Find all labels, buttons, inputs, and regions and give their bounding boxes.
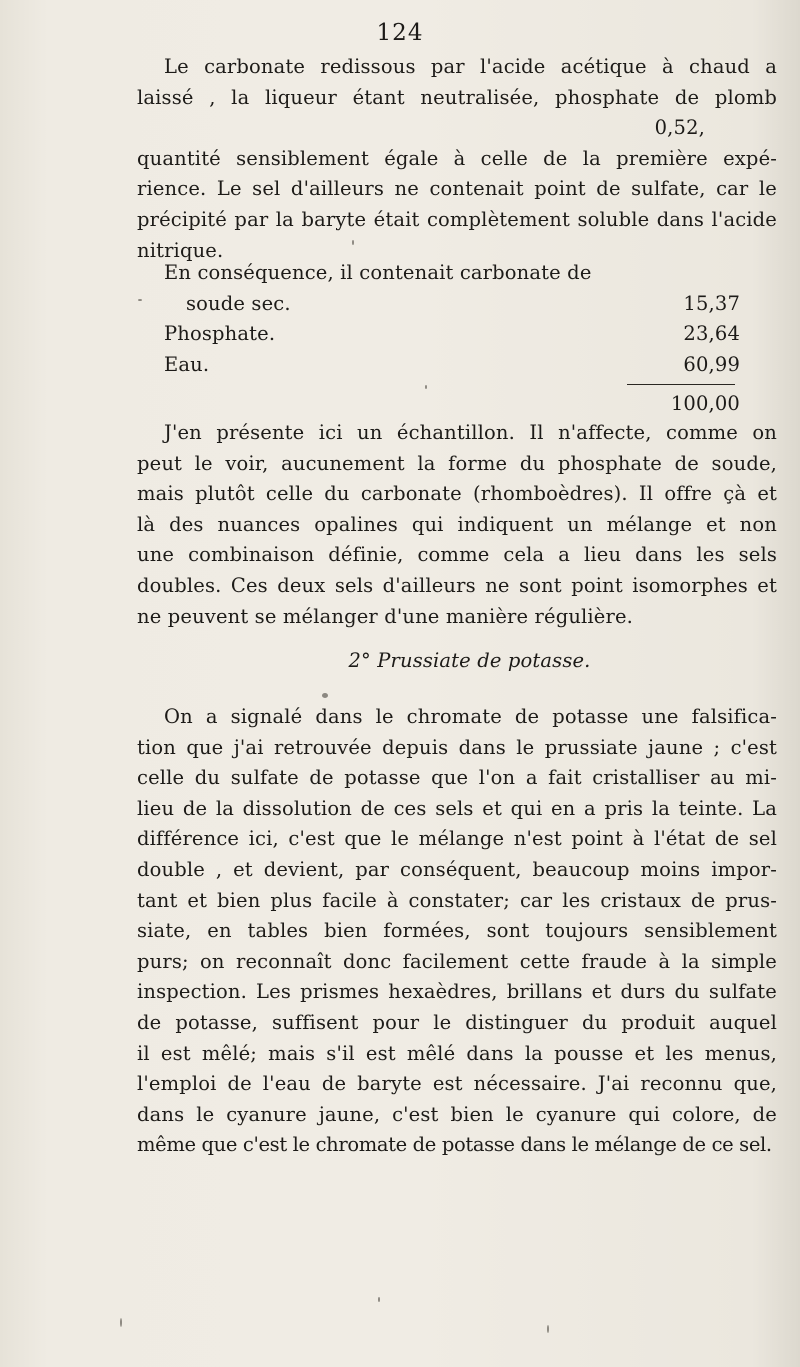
- paper-speck: [425, 385, 427, 389]
- text-line: dans le cyanure jaune, c'est bien le cyanure qui colore, de: [137, 1102, 777, 1126]
- sum-rule: [627, 384, 735, 385]
- text-line: de potasse, suffisent pour le distinguer du produit auquel: [137, 1010, 777, 1034]
- text-line: rience. Le sel d'ailleurs ne contenait point de sulfate, car le: [137, 177, 777, 201]
- composition-intro: En conséquence, il contenait carbonate de: [164, 261, 592, 284]
- text-line: l'emploi de l'eau de baryte est nécessaire. J'ai reconnu que,: [137, 1072, 777, 1096]
- text-line: siate, en tables bien formées, sont toujours sensiblement: [137, 919, 777, 943]
- composition-row: [137, 350, 740, 381]
- text-line: quantité sensiblement égale à celle de la première expé-: [137, 146, 777, 170]
- text-line: lieu de la dissolution de ces sels et qui en a pris la teinte. La: [137, 796, 777, 820]
- section-heading: [137, 646, 777, 677]
- text-line: purs; on reconnaît donc facilement cette fraude à la simple: [137, 949, 777, 973]
- composition-table: [137, 258, 777, 420]
- text-line: inspection. Les prismes hexaèdres, brillans et durs du sulfate: [137, 980, 777, 1004]
- text-line: une combinaison définie, comme cela a lieu dans les sels: [137, 543, 777, 567]
- text-line: J'en présente ici un échantillon. Il n'affecte, comme on: [164, 421, 777, 444]
- text-line: tant et bien plus facile à constater; car les cristaux de prus-: [137, 888, 777, 912]
- composition-label: Eau.: [164, 352, 210, 376]
- paragraph-sample: [137, 418, 777, 632]
- composition-total: 100,00: [670, 392, 740, 416]
- composition-value: 60,99: [683, 352, 740, 376]
- text-line: ne peuvent se mélanger d'une manière régulière.: [137, 604, 634, 628]
- composition-label: Phosphate.: [164, 322, 276, 346]
- text-line: nitrique.: [137, 238, 224, 262]
- paper-speck: [322, 693, 328, 698]
- composition-value: 23,64: [683, 322, 740, 346]
- paper-speck: [378, 1297, 380, 1302]
- paper-speck: [547, 1325, 549, 1333]
- text-line: laissé , la liqueur étant neutralisée, phosphate de plomb: [137, 85, 777, 109]
- section-title: 2° Prussiate de potasse.: [348, 649, 591, 672]
- text-line: doubles. Ces deux sels d'ailleurs ne sont point isomorphes et: [137, 573, 777, 597]
- text-line: peut le voir, aucunement la forme du phosphate de soude,: [137, 451, 777, 475]
- text-line: Le carbonate redissous par l'acide acétique à chaud a: [164, 55, 777, 78]
- text-line: tion que j'ai retrouvée depuis dans le prussiate jaune ; c'est: [137, 735, 777, 759]
- text-line: précipité par la baryte était complètement soluble dans l'acide: [137, 207, 777, 231]
- text-line: On a signalé dans le chromate de potasse une falsifica-: [164, 705, 777, 728]
- composition-row: [137, 289, 740, 320]
- paper-speck: [138, 299, 142, 301]
- composition-row: [137, 319, 740, 350]
- paragraph-carbonate: [137, 52, 777, 266]
- text-line-value: 0,52,: [654, 116, 705, 140]
- composition-label: soude sec.: [186, 291, 291, 315]
- paragraph-prussiate: [137, 702, 777, 1161]
- text-line: double , et devient, par conséquent, beaucoup moins impor-: [137, 857, 777, 881]
- paper-speck: [352, 240, 354, 245]
- text-line: celle du sulfate de potasse que l'on a fait cristalliser au mi-: [137, 766, 777, 790]
- text-line: il est mêlé; mais s'il est mêlé dans la pousse et les menus,: [137, 1041, 777, 1065]
- text-line: même que c'est le chromate de potasse dans le mélange de ce sel.: [137, 1133, 772, 1157]
- text-line: mais plutôt celle du carbonate (rhomboèdres). Il offre çà et: [137, 482, 777, 506]
- page-number: 124: [376, 20, 424, 46]
- paper-speck: [120, 1318, 122, 1327]
- composition-value: 15,37: [683, 291, 740, 315]
- text-line: différence ici, c'est que le mélange n'est point à l'état de sel: [137, 827, 777, 851]
- text-line: là des nuances opalines qui indiquent un mélange et non: [137, 512, 777, 536]
